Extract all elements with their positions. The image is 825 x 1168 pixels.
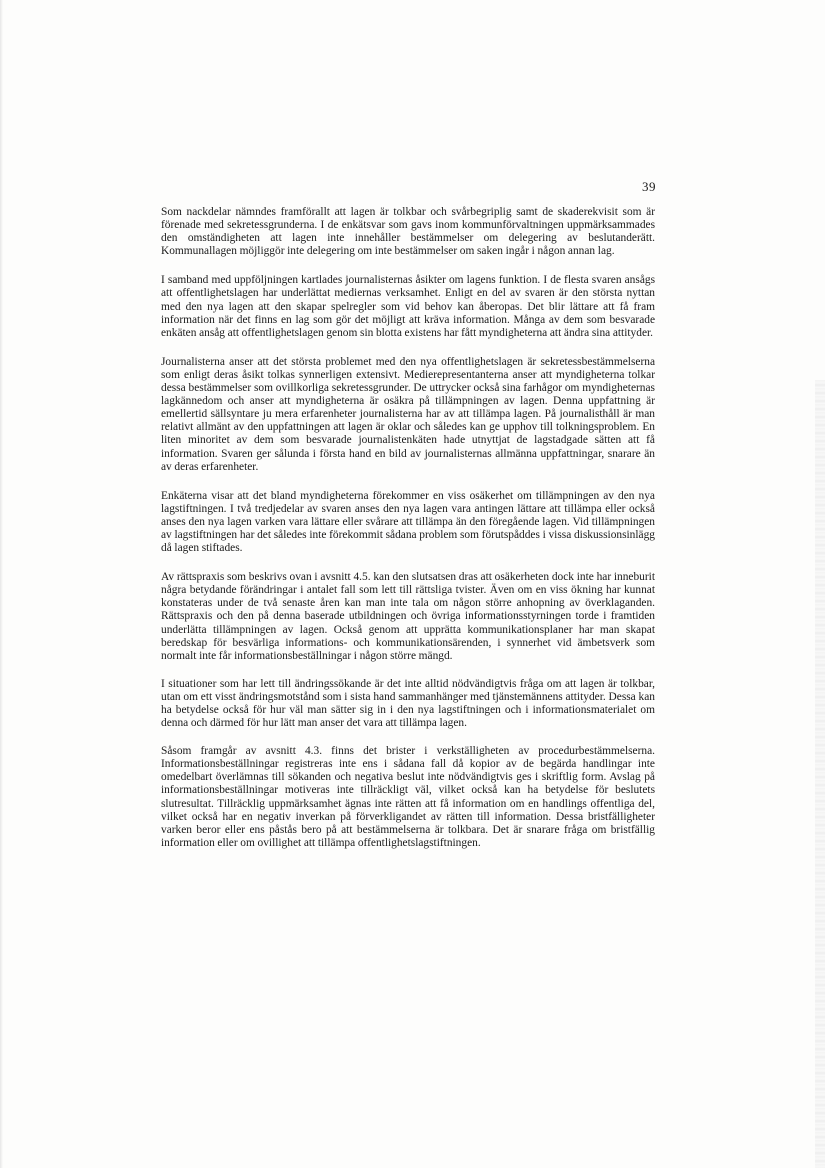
paragraph: I samband med uppföljningen kartlades journalisternas åsikter om lagens funktion. I de flesta svaren ansågs att offentlighetslagen har underlättat mediernas verksamhet. Enligt en del av svaren är den största nyttan med den nya lagen att den skapar spelregler som vid behov kan åberopas. Det blir lättare att få fram information när det finns en lag som gör det möjligt att kräva information. Många av dem som besvarade enkäten ansåg att offentlighetslagen genom sin blotta existens har fått myndigheterna att ändra sina attityder.	[161, 274, 655, 339]
paragraph: Som nackdelar nämndes framförallt att lagen är tolkbar och svårbegriplig samt de skaderekvisit som är förenade med sekretessgrunderna. I de enkätsvar som gavs inom kommunförvaltningen uppmärksammades den omständigheten att lagen inte innehåller bestämmelser om delegering av beslutanderätt. Kommunallagen möjliggör inte delegering om inte bestämmelser om saken ingår i någon annan lag.	[161, 206, 655, 258]
paragraph: Enkäterna visar att det bland myndigheterna förekommer en viss osäkerhet om tillämpningen av den nya lagstiftningen. I två tredjedelar av svaren anses den nya lagen vara antingen lättare att tillämpa eller också anses den nya lagen varken vara lättare eller svårare att tillämpa än den föregående lagen. Vid tillämpningen av lagstiftningen har det således inte förekommit sådana problem som förutspåddes i vissa diskussionsinlägg då lagen stiftades.	[161, 489, 655, 555]
scan-edge-right	[815, 380, 825, 1168]
body-text	[161, 206, 655, 866]
scan-edge-left	[0, 0, 3, 1168]
paragraph: I situationer som har lett till ändringssökande är det inte alltid nödvändigtvis fråga om att lagen är tolkbar, utan om ett visst ändringsmotstånd som i sista hand sammanhänger med tjänstemännens attityder. Dessa kan ha betydelse också för hur väl man sätter sig in i den nya lagstiftningen och i informationsmaterialet om denna och därmed för hur lätt man anser det vara att tillämpa lagen.	[161, 677, 655, 730]
paragraph: Såsom framgår av avsnitt 4.3. finns det brister i verkställigheten av procedurbestämmelserna. Informationsbeställningar registreras inte ens i sådana fall då kopior av de begärda handlingar inte omedelbart överlämnas till sökanden och negativa beslut inte nödvändigtvis ges i skriftlig form. Avslag på informationsbeställningar motiveras inte tillräckligt väl, vilket också kan ha betydelse för beslutets slutresultat. Tillräcklig uppmärksamhet ägnas inte rätten att få information om en handlings offentliga del, vilket också har en negativ inverkan på förverkligandet av rätten till information. Dessa bristfälligheter varken beror eller ens påstås bero på att bestämmelserna är tolkbara. Det är snarare fråga om bristfällig information eller om ovillighet att tillämpa offentlighetslagstiftningen.	[161, 745, 655, 849]
paragraph: Journalisterna anser att det största problemet med den nya offentlighetslagen är sekretessbestämmelserna som enligt deras åsikt tolkas synnerligen extensivt. Medierepresentanterna anser att myndigheterna tolkar dessa bestämmelser som ovillkorliga sekretessgrunder. De uttrycker också sina farhågor om myndigheternas lagkännedom och anser att myndigheterna är osäkra på tillämpningen av lagen. Denna uppfattning är emellertid sällsyntare ju mera erfarenheter journalisterna har av att tillämpa lagen. På journalisthåll är man relativt allmänt av den uppfattningen att lagen är oklar och således kan ge upphov till tolkningsproblem. En liten minoritet av dem som besvarade journalistenkäten hade utnyttjat de lagstadgade sätten att få information. Svaren ger sålunda i första hand en bild av journalisternas allmänna uppfattningar, snarare än av deras erfarenheter.	[161, 355, 655, 473]
paragraph: Av rättspraxis som beskrivs ovan i avsnitt 4.5. kan den slutsatsen dras att osäkerheten dock inte har inneburit några betydande förändringar i antalet fall som lett till rättsliga tvister. Även om en viss ökning har kunnat konstateras under de två senaste åren kan man inte tala om någon större anhopning av överklaganden. Rättspraxis och den på denna baserade utbildningen och övriga informationsstyrningen torde i framtiden underlätta tillämpningen av lagen. Också genom att upprätta kommunikationsplaner har man skapat beredskap för besvärliga informations- och kommunikationsärenden, i synnerhet vid ämbetsverk som normalt inte får informationsbeställningar i någon större mängd.	[161, 571, 655, 662]
page-number: 39	[642, 179, 656, 194]
